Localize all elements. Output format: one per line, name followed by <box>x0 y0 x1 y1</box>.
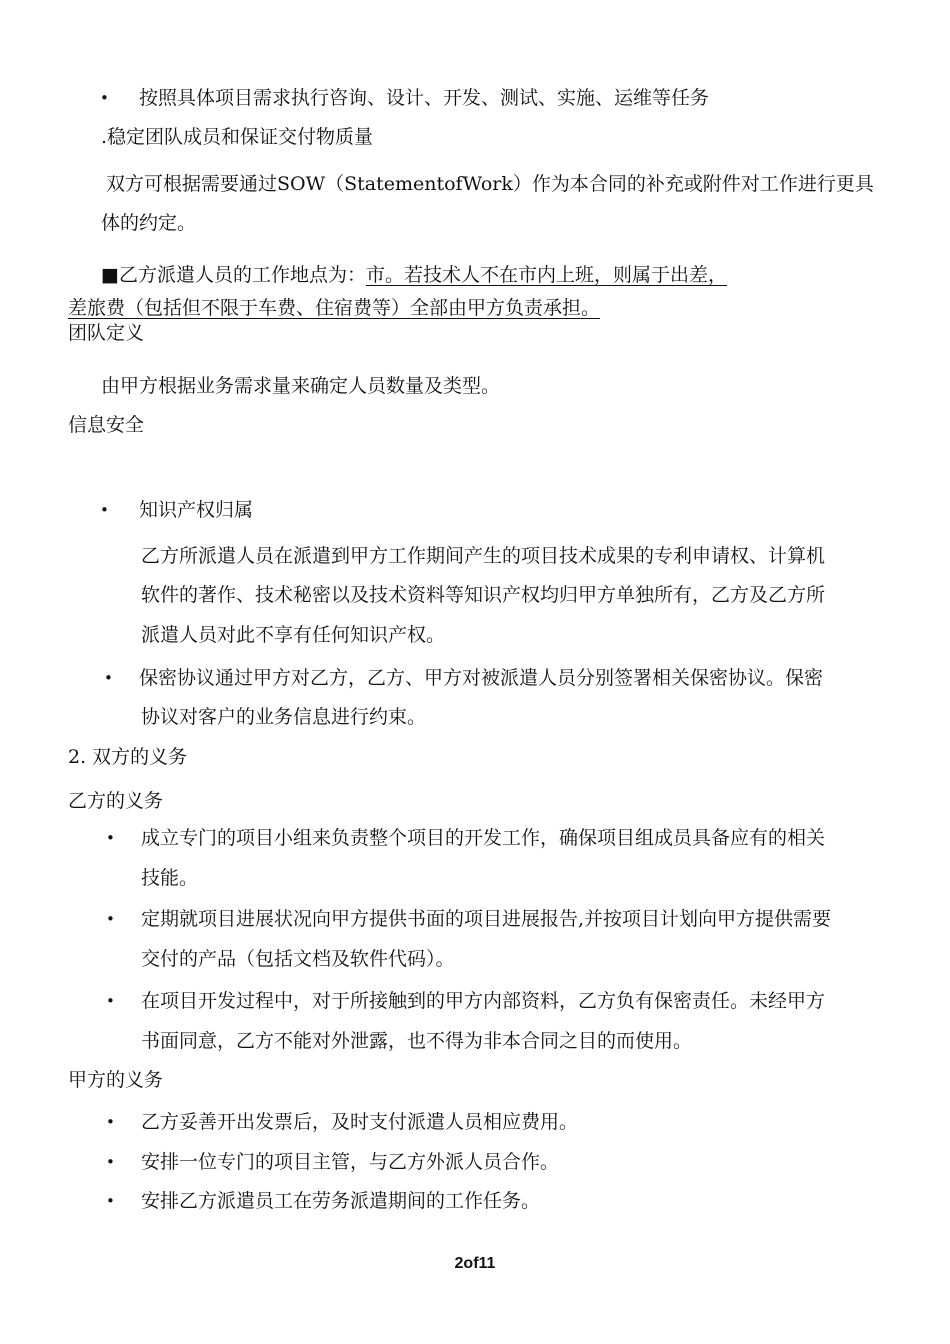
party-b-obligations-heading: 乙方的义务 <box>68 790 164 812</box>
task-bullet-text: 按照具体项目需求执行咨询、设计、开发、测试、实施、运维等任务 <box>139 87 710 109</box>
party-b-item-2-line2: 交付的产品（包括文档及软件代码）。 <box>141 948 455 970</box>
party-b-item-2-line1: 定期就项目进展状况向甲方提供书面的项目进展报告,并按项目计划向甲方提供需要 <box>141 908 832 930</box>
party-b-item-1-line2: 技能。 <box>141 867 199 889</box>
bullet-marker: • <box>106 829 115 847</box>
party-b-item-3-line2: 书面同意，乙方不能对外泄露，也不得为非本合同之目的而使用。 <box>141 1030 693 1052</box>
stable-team-line: .稳定团队成员和保证交付物质量 <box>101 126 374 148</box>
nda-line1: 保密协议通过甲方对乙方，乙方、甲方对被派遣人员分别签署相关保密协议。保密 <box>139 667 824 689</box>
party-b-item-3-line1: 在项目开发过程中，对于所接触到的甲方内部资料，乙方负有保密责任。未经甲方 <box>141 990 826 1012</box>
party-a-obligations-heading: 甲方的义务 <box>68 1069 164 1091</box>
nda-line2: 协议对客户的业务信息进行约束。 <box>141 706 427 728</box>
bullet-marker: • <box>100 501 109 519</box>
party-a-item-3: 安排乙方派遣员工在劳务派遣期间的工作任务。 <box>141 1190 541 1212</box>
ip-ownership-title: 知识产权归属 <box>139 499 254 521</box>
travel-expense-line: 差旅费（包括但不限于车费、住宿费等）全部由甲方负责承担。 <box>68 297 601 319</box>
work-location-city-text: 市。若技术人不在市内上班，则属于出差， <box>365 264 727 286</box>
party-b-item-1-line1: 成立专门的项目小组来负责整个项目的开发工作，确保项目组成员具备应有的相关 <box>141 827 826 849</box>
work-location-line1 <box>101 264 727 286</box>
page-number: 2of11 <box>454 1255 496 1272</box>
bullet-marker: • <box>106 910 115 928</box>
party-a-item-1: 乙方妥善开出发票后，及时支付派遣人员相应费用。 <box>141 1111 579 1133</box>
work-location-label: 乙方派遣人员的工作地点为： <box>118 264 366 286</box>
obligations-heading: 2. 双方的义务 <box>68 746 188 768</box>
team-definition-text: 由甲方根据业务需求量来确定人员数量及类型。 <box>101 375 501 397</box>
ip-paragraph-line2: 软件的著作、技术秘密以及技术资料等知识产权均归甲方单独所有，乙方及乙方所 <box>141 584 826 606</box>
ip-paragraph-line3: 派遣人员对此不享有任何知识产权。 <box>141 624 446 646</box>
bullet-marker: • <box>106 1113 115 1131</box>
bullet-marker: • <box>100 89 109 107</box>
party-a-item-2: 安排一位专门的项目主管，与乙方外派人员合作。 <box>141 1151 560 1173</box>
bullet-marker: • <box>106 1153 115 1171</box>
team-definition-heading: 团队定义 <box>68 322 145 344</box>
bullet-marker: • <box>106 992 115 1010</box>
info-security-heading: 信息安全 <box>68 414 145 436</box>
sow-paragraph-line2: 体的约定。 <box>101 212 197 234</box>
square-marker: ■ <box>101 264 119 286</box>
ip-paragraph-line1: 乙方所派遣人员在派遣到甲方工作期间产生的项目技术成果的专利申请权、计算机 <box>141 545 826 567</box>
bullet-marker: • <box>104 669 113 687</box>
sow-paragraph-line1: 双方可根据需要通过SOW（StatementofWork）作为本合同的补充或附件对工作进行更具 <box>106 173 874 195</box>
bullet-marker: • <box>106 1192 115 1210</box>
